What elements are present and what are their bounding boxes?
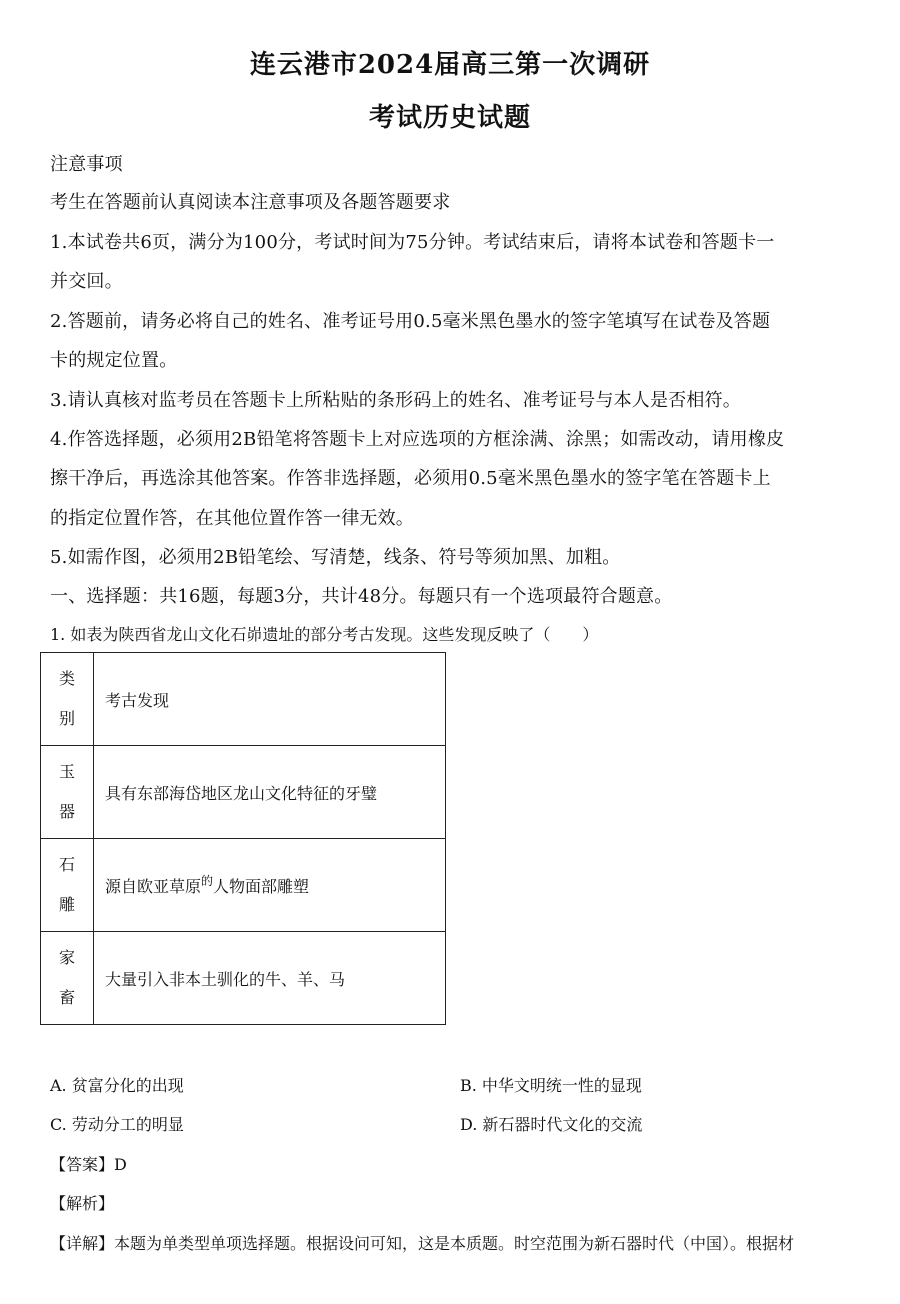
notice-line: 并交回。 xyxy=(50,271,123,292)
notice-line: 卡的规定位置。 xyxy=(50,350,178,371)
option-d: D. 新石器时代文化的交流 xyxy=(460,1115,643,1134)
table-row xyxy=(41,653,446,746)
section-heading: 一、选择题：共16题，每题3分，共计48分。每题只有一个选项最符合题意。 xyxy=(50,586,673,607)
option-c: C. 劳动分工的明显 xyxy=(50,1115,184,1134)
table-cell-category: 家畜 xyxy=(41,932,94,1025)
table-cell-content: 考古发现 xyxy=(94,653,446,746)
notice-line: 4.作答选择题，必须用2B铅笔将答题卡上对应选项的方框涂满、涂黑；如需改动，请用橡皮 xyxy=(50,429,785,450)
exam-subtitle: 考试历史试题 xyxy=(368,103,531,133)
notice-line: 3.请认真核对监考员在答题卡上所粘贴的条形码上的姓名、准考证号与本人是否相符。 xyxy=(50,390,741,411)
notice-line: 2.答题前，请务必将自己的姓名、准考证号用0.5毫米黑色墨水的签字笔填写在试卷及答题 xyxy=(50,311,771,332)
notice-intro: 考生在答题前认真阅读本注意事项及各题答题要求 xyxy=(50,192,451,213)
table-cell-category: 石雕 xyxy=(41,839,94,932)
table-row xyxy=(41,839,446,932)
analysis-label: 【解析】 xyxy=(50,1194,115,1213)
notice-heading: 注意事项 xyxy=(50,154,123,175)
detail-text: 【详解】本题为单类型单项选择题。根据设问可知，这是本质题。时空范围为新石器时代（中国）。根据材 xyxy=(50,1234,795,1253)
notice-line: 5.如需作图，必须用2B铅笔绘、写清楚，线条、符号等须加黑、加粗。 xyxy=(50,547,621,568)
table-row xyxy=(41,746,446,839)
table-cell-content: 大量引入非本土驯化的牛、羊、马 xyxy=(94,932,446,1025)
notice-line: 1.本试卷共6页，满分为100分，考试时间为75分钟。考试结束后，请将本试卷和答题卡一 xyxy=(50,232,775,253)
table-cell-category: 类别 xyxy=(41,653,94,746)
table-cell-content: 源自欧亚草原$^的$人物面部雕塑 xyxy=(94,839,446,932)
notice-line: 的指定位置作答，在其他位置作答一律无效。 xyxy=(50,508,414,529)
question-stem: 1. 如表为陕西省龙山文化石峁遗址的部分考古发现。这些发现反映了（ ） xyxy=(50,625,599,644)
archaeology-table xyxy=(40,652,446,1025)
table-row xyxy=(41,932,446,1025)
table-cell-category: 玉器 xyxy=(41,746,94,839)
table-cell-content: 具有东部海岱地区龙山文化特征的牙璧 xyxy=(94,746,446,839)
exam-title: 连云港市2024届高三第一次调研 xyxy=(249,50,651,80)
notice-line: 擦干净后，再选涂其他答案。作答非选择题，必须用0.5毫米黑色墨水的签字笔在答题卡上 xyxy=(50,468,771,489)
option-a: A. 贫富分化的出现 xyxy=(50,1076,184,1095)
option-b: B. 中华文明统一性的显现 xyxy=(460,1076,642,1095)
answer-line: 【答案】D xyxy=(50,1155,127,1174)
